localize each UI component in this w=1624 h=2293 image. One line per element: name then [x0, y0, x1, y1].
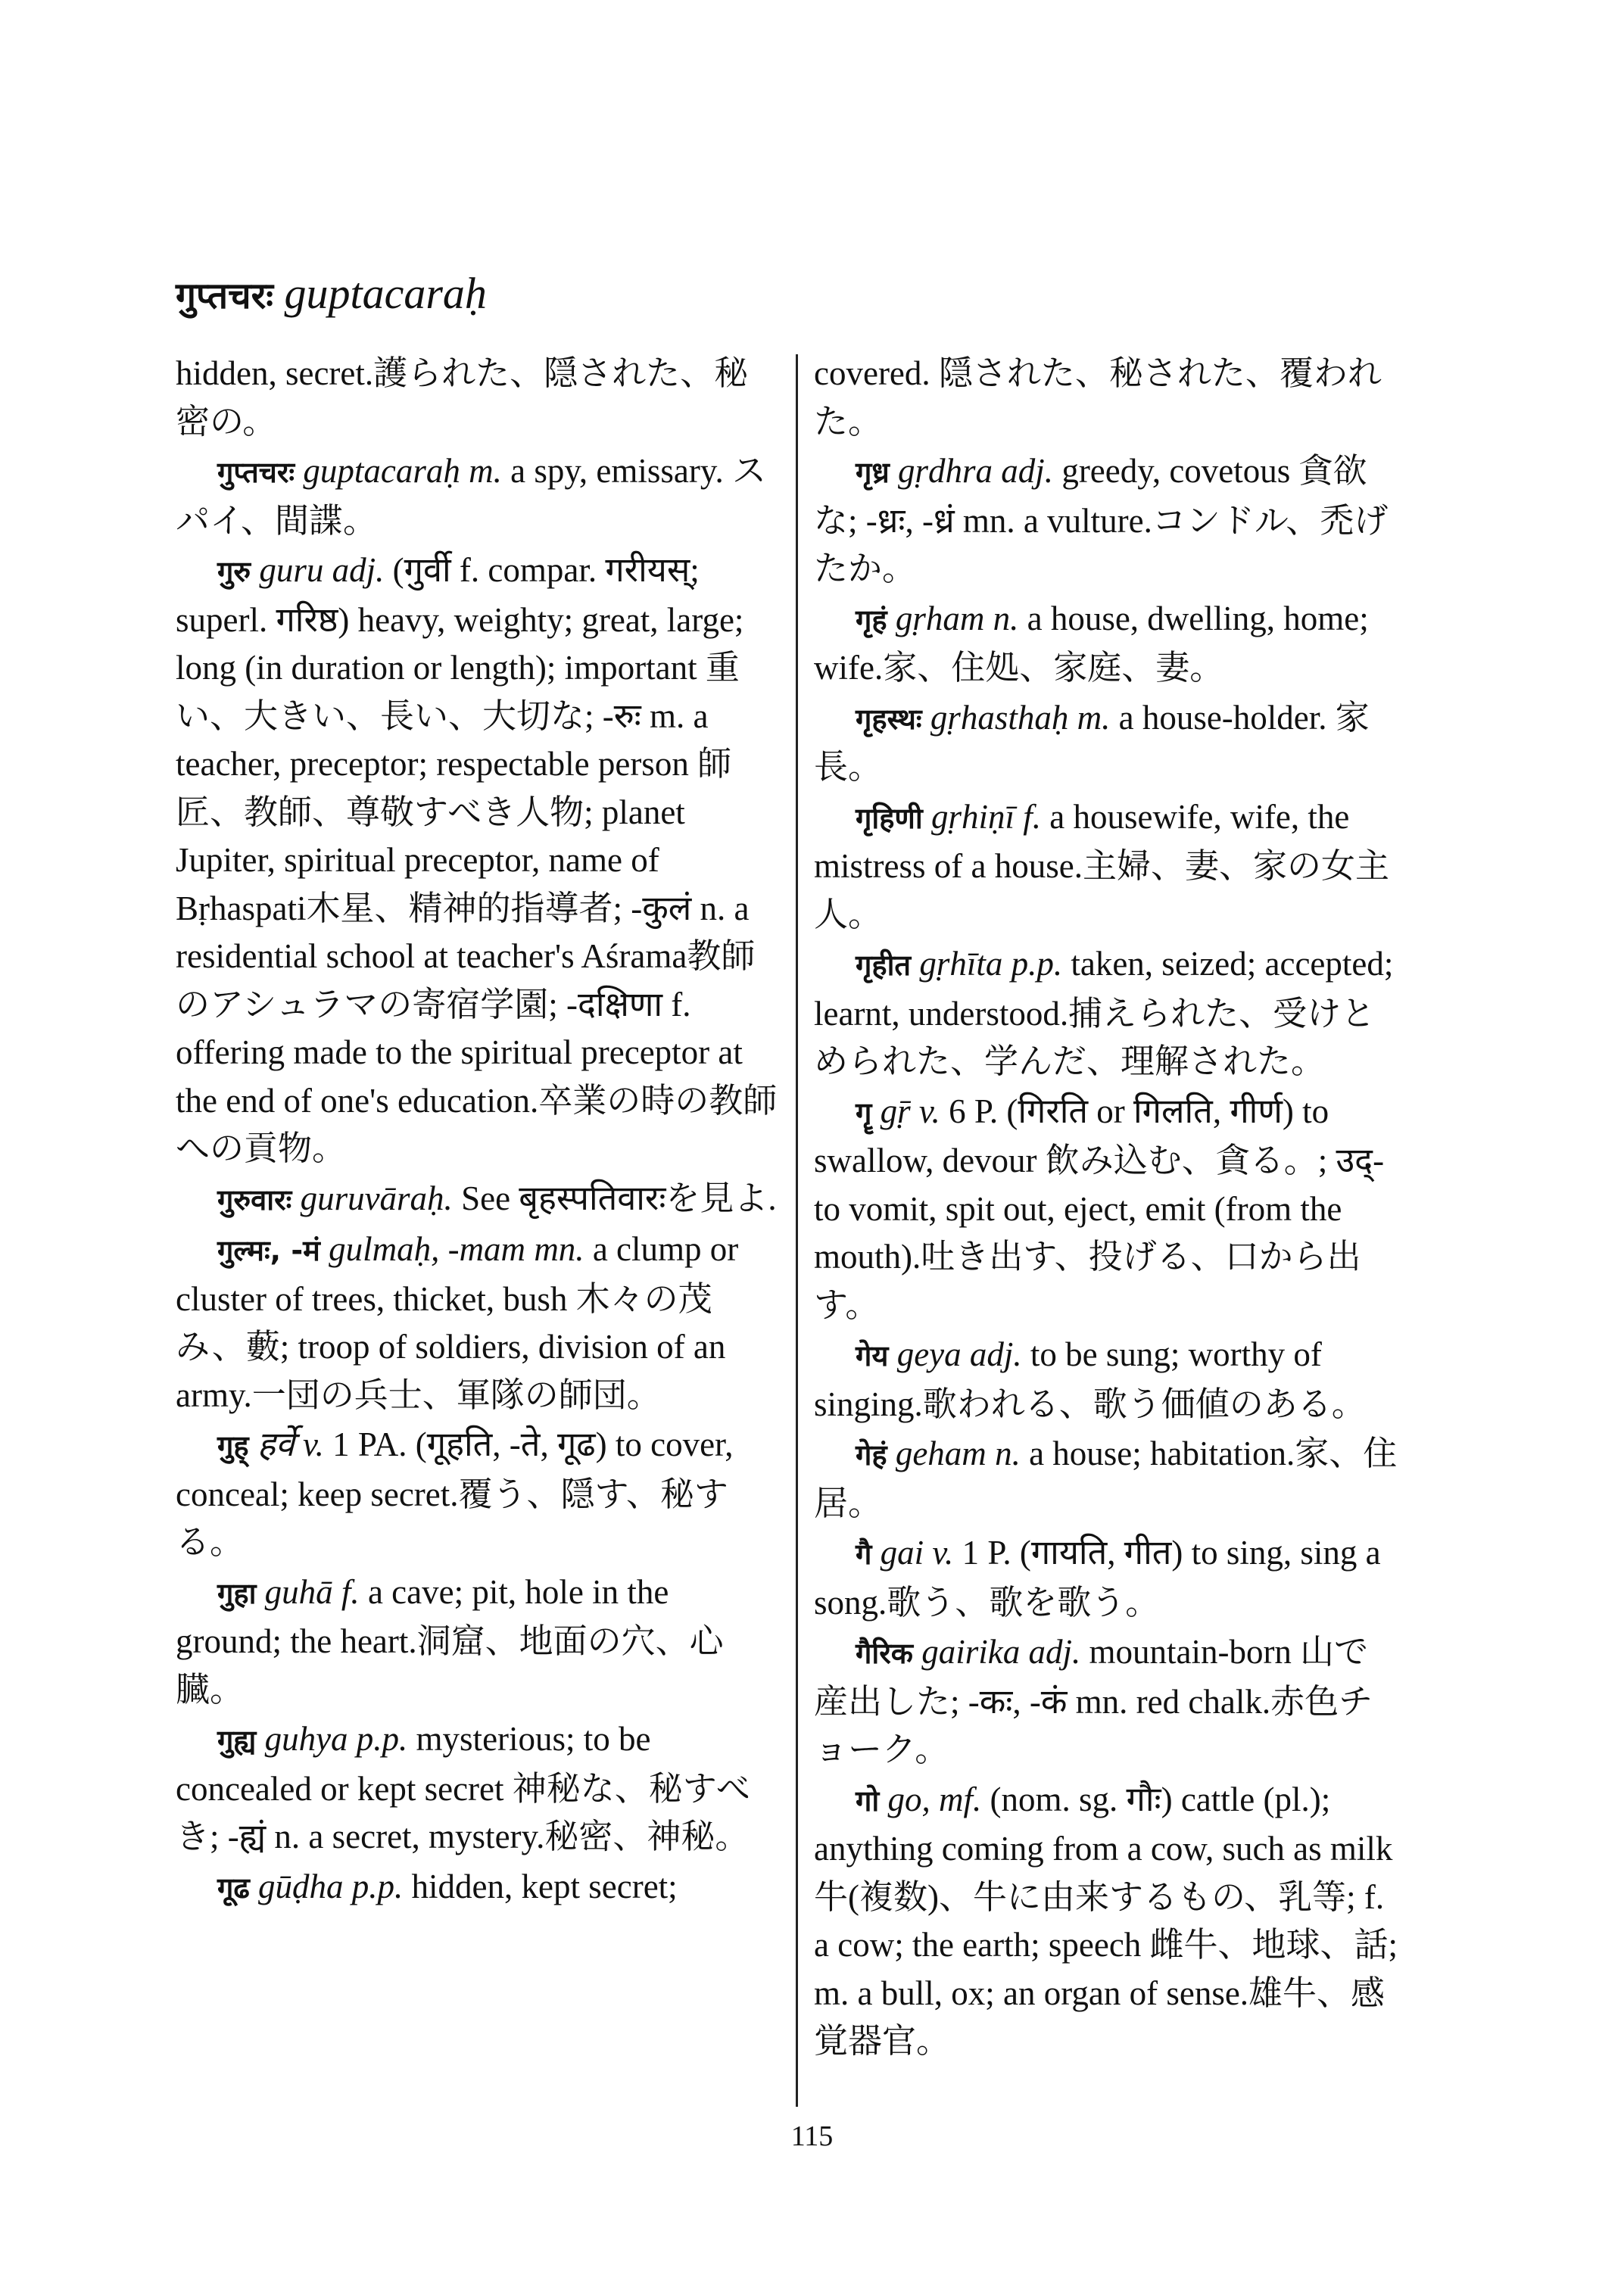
grammar-label: n. [993, 599, 1019, 637]
headword-transliteration: gai [880, 1534, 924, 1572]
headword-transliteration: gulmaḥ, -mam [329, 1230, 526, 1268]
dictionary-entry [814, 595, 1398, 693]
dictionary-entry [814, 1331, 1398, 1428]
definition-text: (nom. sg. गौः) cattle (pl.); anything coming from a cow, such as milk 牛(複数)、牛に由来するもの、乳等; f. a cow; the earth; speech 雌牛、地球、話; m. a bull, ox; an organ of sense.雄牛、感覚器官。 [814, 1780, 1398, 2060]
definition-text: mountain-born 山で産出した; -कः, -कं mn. red chalk.赤色チョーク。 [814, 1633, 1373, 1768]
grammar-label: m. [469, 452, 502, 490]
dictionary-entry [814, 1776, 1398, 2066]
grammar-label: f. [341, 1572, 360, 1611]
grammar-label: p.p. [351, 1867, 404, 1905]
grammar-label: f. [1023, 797, 1042, 836]
headword-transliteration: guhya [264, 1720, 348, 1758]
grammar-label: mf. [939, 1780, 982, 1818]
dictionary-entry [176, 1715, 781, 1862]
headword-devanagari: गुरुवारः [217, 1182, 292, 1217]
definition-text: greedy, covetous 貪欲な; -ध्रः, -ध्रं mn. a vulture.コンドル、禿げたか。 [814, 452, 1389, 587]
definition-text: a spy, emissary. スパイ、間諜。 [176, 452, 766, 540]
dictionary-entry [176, 1863, 781, 1913]
definition-text: a clump or cluster of trees, thicket, bush 木々の茂み、藪; troop of soldiers, division of an army.一団の兵士、軍隊の師団。 [176, 1230, 739, 1414]
entry-continuation [814, 350, 1398, 446]
grammar-label: p.p. [1011, 945, 1063, 983]
headword-devanagari: गो [856, 1784, 880, 1818]
grammar-label: adj. [332, 551, 385, 589]
definition-text: (गुर्वी f. compar. गरीयस्; superl. गरिष्ठ) heavy, weighty; great, large; long (in duration or length); important 重い、大きい、長い、大切な; -रुः m. a teacher, preceptor; respectable person 師匠、教師、尊敬すべき人物; planet Jupiter, spiritual preceptor, name of Bṛhaspati木星、精神的指導者; -कुलं n. a residential school at teacher's Aśrama教師のアシュラマの寄宿学園; -दक्षिणा f. offering made to the spiritual preceptor at the end of one's education.卒業の時の教師への貢物。 [176, 551, 778, 1167]
entry-text: hidden, secret.護られた、隠された、秘密の。 [176, 354, 749, 441]
definition-text: a house, dwelling, home; wife.家、住処、家庭、妻。 [814, 599, 1369, 687]
headword-devanagari: गूढ [217, 1871, 250, 1905]
definition-text: to be sung; worthy of singing.歌われる、歌う価値のある。 [814, 1335, 1366, 1423]
running-head [176, 263, 487, 326]
headword-transliteration: gṛhiṇī [930, 797, 1015, 836]
grammar-label: m. [1077, 698, 1111, 737]
grammar-label: adj. [969, 1335, 1022, 1373]
dictionary-entry [176, 447, 781, 545]
dictionary-entry [814, 694, 1398, 792]
headword-devanagari: गुरु [217, 555, 251, 588]
grammar-label: adj. [1001, 452, 1054, 490]
headword-devanagari: गै [856, 1537, 872, 1571]
headword-transliteration: gṝ [880, 1092, 911, 1130]
right-column [814, 350, 1398, 2067]
headword-devanagari: गुह्य [217, 1724, 257, 1757]
headword-transliteration: हर्वे [257, 1425, 295, 1463]
definition-text: a cave; pit, hole in the ground; the heart.洞窟、地面の穴、心臓。 [176, 1572, 724, 1709]
grammar-label: v. [932, 1534, 954, 1572]
headword-transliteration: guru [259, 551, 324, 589]
dictionary-entry [814, 940, 1398, 1086]
definition-text: taken, seized; accepted; learnt, understood.捕えられた、受けとめられた、学んだ、理解された。 [814, 945, 1394, 1080]
headword-transliteration: gairika [921, 1633, 1021, 1671]
grammar-label: p.p. [356, 1720, 408, 1758]
headword-transliteration: gṛhīta [919, 945, 1003, 983]
definition-text: a house; habitation.家、住居。 [814, 1435, 1398, 1522]
headword-devanagari: गुल्मः, -मं [217, 1234, 320, 1267]
dictionary-entry [176, 1226, 781, 1419]
dictionary-entry [814, 793, 1398, 939]
dictionary-entry [176, 547, 781, 1173]
headword-devanagari: गृहं [856, 603, 887, 637]
headword-devanagari: गेहं [856, 1438, 887, 1472]
headword-transliteration: geya [896, 1335, 962, 1373]
headword-transliteration: guptacaraḥ [303, 452, 460, 490]
dictionary-entry [176, 1569, 781, 1715]
grammar-label: v. [918, 1092, 940, 1130]
definition-text: a housewife, wife, the mistress of a house.主婦、妻、家の女主人。 [814, 797, 1389, 933]
definition-text: See बृहस्पतिवारःを見よ. [461, 1179, 777, 1217]
grammar-label: v. [303, 1425, 324, 1463]
headword-transliteration: go, [887, 1780, 930, 1818]
headword-devanagari: गॄ [856, 1095, 872, 1129]
headword-devanagari: गुप्तचरः [217, 456, 295, 489]
left-column [176, 350, 781, 1914]
dictionary-entry [814, 1628, 1398, 1774]
running-head-roman: guptacaraḥ [284, 269, 487, 318]
definition-text: 1 PA. (गूहति, -ते, गूढ) to cover, conceal; keep secret.覆う、隠す、秘する。 [176, 1425, 734, 1561]
headword-devanagari: गेय [856, 1339, 889, 1372]
dictionary-entry [814, 1529, 1398, 1627]
grammar-label: mn. [534, 1230, 584, 1268]
grammar-label: adj. [1028, 1633, 1081, 1671]
column-divider [796, 354, 798, 2107]
headword-devanagari: गृहस्थः [856, 702, 922, 736]
headword-transliteration: gṛhasthaḥ [930, 698, 1069, 737]
dictionary-entry [814, 1088, 1398, 1330]
headword-devanagari: गृहिणी [856, 801, 923, 835]
definition-text: 6 P. (गिरति or गिलति, गीर्ण) to swallow, devour 飲み込む、貪る。; उद्- to vomit, spit out, eject, emit (from the mouth).吐き出す、投げる、口から出す。 [814, 1092, 1385, 1324]
headword-devanagari: गृध्र [856, 456, 890, 489]
headword-transliteration: guhā [264, 1572, 333, 1611]
headword-transliteration: gṛdhra [898, 452, 993, 490]
dictionary-entry [814, 1430, 1398, 1528]
dictionary-entry [814, 447, 1398, 594]
headword-devanagari: गुहा [217, 1576, 257, 1610]
page-number: 115 [790, 2120, 834, 2152]
headword-devanagari: गैरिक [856, 1637, 913, 1670]
definition-text: hidden, kept secret; [411, 1867, 678, 1905]
headword-transliteration: gṛham [895, 599, 985, 637]
definition-text: 1 P. (गायति, गीत) to sing, sing a song.歌う、歌を歌う。 [814, 1534, 1381, 1622]
dictionary-entry [176, 1175, 781, 1225]
dictionary-entry [176, 1421, 781, 1567]
headword-transliteration: geham [895, 1435, 987, 1472]
headword-devanagari: गृहीत [856, 949, 912, 982]
running-head-devanagari: गुप्तचरः [176, 275, 273, 317]
definition-text: a house-holder. 家長。 [814, 698, 1370, 786]
entry-text: covered. 隠された、秘された、覆われた。 [814, 354, 1382, 441]
headword-transliteration: guruvāraḥ. [300, 1179, 453, 1217]
entry-continuation [176, 350, 781, 446]
definition-text: mysterious; to be concealed or kept secret 神秘な、秘すべき; -ह्यं n. a secret, mystery.秘密、神秘。 [176, 1720, 750, 1855]
headword-devanagari: गुह् [217, 1429, 249, 1463]
grammar-label: n. [995, 1435, 1021, 1472]
headword-transliteration: gūḍha [258, 1867, 344, 1905]
